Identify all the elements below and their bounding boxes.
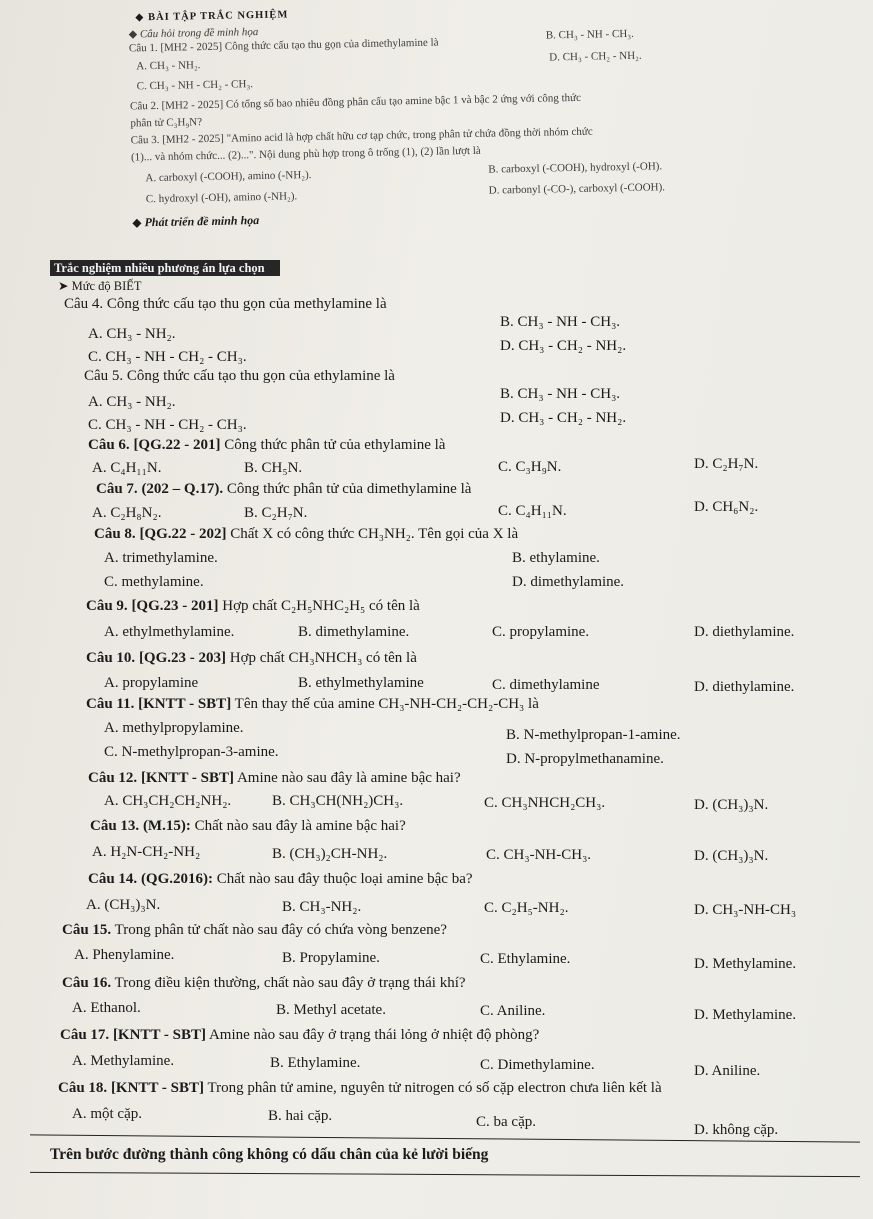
q6-option-b[interactable]: B. CH₅N.	[244, 460, 303, 476]
q17-ref: [KNTT - SBT]	[112, 1027, 207, 1043]
q7-label: Câu 7.	[96, 481, 138, 497]
q15-option-d[interactable]: D. Methylamine.	[694, 956, 797, 972]
q1-option-c: C. CH₃ - NH - CH₂ - CH₃.	[136, 78, 254, 93]
q17-option-a[interactable]: A. Methylamine.	[72, 1053, 175, 1069]
q7-option-c[interactable]: C. C₄H₁₁N.	[498, 503, 567, 519]
q13-stem-line	[90, 818, 406, 835]
q15-option-a[interactable]: A. Phenylamine.	[74, 947, 175, 963]
q13-option-c[interactable]: C. CH₃-NH-CH₃.	[486, 847, 592, 863]
section-subtitle: ◆ Câu hỏi trong đề minh họa	[128, 26, 259, 41]
footer-motto: Trên bước đường thành công không có dấu chân của kẻ lười biếng	[50, 1146, 489, 1163]
q10-label: Câu 10.	[86, 650, 136, 666]
q15-option-c[interactable]: C. Ethylamine.	[480, 951, 571, 967]
q17-stem-line	[60, 1027, 539, 1044]
q10-stem: Hợp chất CH₃NHCH₃ có tên là	[229, 650, 417, 666]
q3-stem-line2: (1)... và nhóm chức... (2)...". Nội dung phù hợp trong ô trống (1), (2) lần lượt là	[130, 144, 481, 164]
q11-option-a[interactable]: A. methylpropylamine.	[104, 720, 244, 736]
q12-option-c[interactable]: C. CH₃NHCH₂CH₃.	[484, 795, 606, 811]
q3-stem: Câu 3. [MH2 - 2025] "Amino acid là hợp chất hữu cơ tạp chức, trong phân tử chứa đồng thời nhóm chức	[130, 125, 593, 147]
q14-option-a[interactable]: A. (CH₃)₃N.	[86, 897, 161, 913]
q9-option-b[interactable]: B. dimethylamine.	[298, 624, 410, 640]
q13-option-d[interactable]: D. (CH₃)₃N.	[694, 848, 769, 864]
q8-option-c[interactable]: C. methylamine.	[104, 574, 204, 590]
worksheet-title: ◆ BÀI TẬP TRẮC NGHIỆM	[135, 9, 289, 24]
q5-option-a[interactable]: A. CH₃ - NH₂.	[88, 394, 176, 410]
q10-ref: [QG.23 - 203]	[138, 650, 227, 666]
q18-label: Câu 18.	[58, 1080, 108, 1096]
q15-stem: Trong phân tử chất nào sau đây có chứa vòng benzene?	[114, 922, 447, 938]
q18-option-c[interactable]: C. ba cặp.	[476, 1114, 536, 1130]
q9-ref: [QG.23 - 201]	[131, 598, 219, 614]
q2-stem-line2: phân tử C₃H₉N?	[130, 116, 203, 130]
q9-stem-line	[86, 598, 420, 615]
q4-option-a[interactable]: A. CH₃ - NH₂.	[88, 326, 176, 342]
q11-label: Câu 11.	[86, 696, 135, 712]
q16-option-c[interactable]: C. Aniline.	[480, 1003, 546, 1019]
q7-option-b[interactable]: B. C₂H₇N.	[244, 505, 308, 521]
q12-option-d[interactable]: D. (CH₃)₃N.	[694, 797, 769, 813]
q5-stem: Câu 5. Công thức cấu tạo thu gọn của ethylamine là	[84, 368, 395, 384]
q13-option-a[interactable]: A. H₂N-CH₂-NH₂	[92, 844, 201, 860]
section-banner: Trắc nghiệm nhiều phương án lựa chọn	[50, 260, 280, 276]
q11-option-c[interactable]: C. N-methylpropan-3-amine.	[104, 744, 279, 760]
q16-label: Câu 16.	[62, 975, 112, 991]
q14-ref: (QG.2016):	[140, 871, 214, 887]
q12-option-b[interactable]: B. CH₃CH(NH₂)CH₃.	[272, 793, 404, 809]
q12-label: Câu 12.	[88, 770, 138, 786]
q18-option-b[interactable]: B. hai cặp.	[268, 1108, 333, 1124]
q17-option-c[interactable]: C. Dimethylamine.	[480, 1057, 595, 1073]
q7-option-a[interactable]: A. C₂H₈N₂.	[92, 505, 162, 521]
q16-stem-line	[62, 975, 466, 992]
q15-option-b[interactable]: B. Propylamine.	[282, 950, 380, 966]
q6-ref: [QG.22 - 201]	[133, 437, 221, 453]
q10-option-a[interactable]: A. propylamine	[104, 675, 199, 691]
q14-label: Câu 14.	[88, 871, 138, 887]
q2-stem: Câu 2. [MH2 - 2025] Có tổng số bao nhiêu đồng phân cấu tạo amine bậc 1 và bậc 2 ứng với công thức	[129, 91, 582, 113]
q11-stem: Tên thay thế của amine CH₃-NH-CH₂-CH₂-CH₃ là	[234, 696, 539, 712]
q18-ref: [KNTT - SBT]	[110, 1080, 205, 1096]
q3-option-b: B. carboxyl (-COOH), hydroxyl (-OH).	[488, 160, 663, 176]
q14-option-b[interactable]: B. CH₃-NH₂.	[282, 899, 362, 915]
q10-option-c[interactable]: C. dimethylamine	[492, 677, 600, 693]
faint-header-block	[0, 0, 873, 240]
q8-option-d[interactable]: D. dimethylamine.	[512, 574, 625, 590]
q1-option-d: D. CH₃ - CH₂ - NH₂.	[549, 49, 642, 64]
q10-option-b[interactable]: B. ethylmethylamine	[298, 675, 424, 691]
q8-stem-line	[94, 526, 518, 543]
q5-option-b[interactable]: B. CH₃ - NH - CH₃.	[500, 386, 621, 402]
q9-option-a[interactable]: A. ethylmethylamine.	[104, 624, 235, 640]
q7-stem: Công thức phân tử của dimethylamine là	[226, 481, 472, 497]
q18-stem-line	[58, 1080, 662, 1097]
q16-stem: Trong điều kiện thường, chất nào sau đây ở trạng thái khí?	[114, 975, 466, 991]
q15-label: Câu 15.	[62, 922, 112, 938]
q13-label: Câu 13.	[90, 818, 140, 834]
q7-ref: (202 – Q.17).	[141, 481, 224, 497]
q1-stem: Câu 1. [MH2 - 2025] Công thức cấu tạo thu gọn của dimethylamine là	[128, 36, 439, 55]
q5-option-d[interactable]: D. CH₃ - CH₂ - NH₂.	[500, 410, 627, 426]
q12-ref: [KNTT - SBT]	[140, 770, 235, 786]
q3-option-c: C. hydroxyl (-OH), amino (-NH₂).	[145, 190, 298, 206]
q18-stem: Trong phân tử amine, nguyên tử nitrogen có số cặp electron chưa liên kết là	[207, 1080, 662, 1096]
q4-option-c[interactable]: C. CH₃ - NH - CH₂ - CH₃.	[88, 349, 247, 365]
q17-option-d[interactable]: D. Aniline.	[694, 1063, 761, 1079]
q14-option-d[interactable]: D. CH₃-NH-CH₃	[694, 902, 797, 918]
q3-option-d: D. carbonyl (-CO-), carboxyl (-COOH).	[488, 181, 666, 197]
q11-option-b[interactable]: B. N-methylpropan-1-amine.	[506, 727, 681, 743]
q14-option-c[interactable]: C. C₂H₅-NH₂.	[484, 900, 569, 916]
q12-stem: Amine nào sau đây là amine bậc hai?	[236, 770, 461, 786]
q11-stem-line	[86, 696, 539, 713]
q3-option-a: A. carboxyl (-COOH), amino (-NH₂).	[145, 169, 312, 185]
q9-label: Câu 9.	[86, 598, 128, 614]
q9-option-c[interactable]: C. propylamine.	[492, 624, 590, 640]
q8-ref: [QG.22 - 202]	[139, 526, 227, 542]
q17-stem: Amine nào sau đây ở trạng thái lỏng ở nhiệt độ phòng?	[208, 1027, 540, 1043]
footer-rule-bottom	[30, 1172, 860, 1177]
q10-option-d[interactable]: D. diethylamine.	[694, 679, 795, 695]
q8-option-b[interactable]: B. ethylamine.	[512, 550, 600, 566]
q13-stem: Chất nào sau đây là amine bậc hai?	[194, 818, 406, 834]
q4-stem: Câu 4. Công thức cấu tạo thu gọn của methylamine là	[64, 296, 387, 312]
q14-stem-line	[88, 871, 473, 888]
q1-option-a: A. CH₃ - NH₂.	[136, 59, 201, 73]
q6-stem-line	[88, 437, 445, 454]
q5-option-c[interactable]: C. CH₃ - NH - CH₂ - CH₃.	[88, 417, 247, 433]
q11-option-d[interactable]: D. N-propylmethanamine.	[506, 751, 664, 767]
q11-ref: [KNTT - SBT]	[138, 696, 232, 712]
q6-option-c[interactable]: C. C₃H₉N.	[498, 459, 562, 475]
q7-stem-line	[96, 481, 471, 498]
q9-stem: Hợp chất C₂H₅NHC₂H₅ có tên là	[222, 598, 420, 614]
q18-option-d[interactable]: D. không cặp.	[694, 1122, 779, 1138]
q12-stem-line	[88, 770, 461, 787]
q6-option-d[interactable]: D. C₂H₇N.	[694, 456, 759, 472]
q13-option-b[interactable]: B. (CH₃)₂CH-NH₂.	[272, 846, 388, 862]
q17-option-b[interactable]: B. Ethylamine.	[270, 1055, 361, 1071]
q16-option-d[interactable]: D. Methylamine.	[694, 1007, 797, 1023]
q7-option-d[interactable]: D. CH₆N₂.	[694, 499, 759, 515]
q8-label: Câu 8.	[94, 526, 136, 542]
q6-label: Câu 6.	[88, 437, 130, 453]
q9-option-d[interactable]: D. diethylamine.	[694, 624, 795, 640]
q8-option-a[interactable]: A. trimethylamine.	[104, 550, 218, 566]
q10-stem-line	[86, 650, 417, 667]
q17-label: Câu 17.	[60, 1027, 110, 1043]
q1-option-b: B. CH₃ - NH - CH₃.	[545, 27, 634, 42]
q16-option-a[interactable]: A. Ethanol.	[72, 1000, 141, 1016]
q6-option-a[interactable]: A. C₄H₁₁N.	[92, 460, 162, 476]
q15-stem-line	[62, 922, 447, 939]
q6-stem: Công thức phân tử của ethylamine là	[224, 437, 446, 453]
level-heading: ➤ Mức độ BIẾT	[58, 279, 142, 293]
develop-heading: ◆ Phát triển đề minh họa	[132, 213, 260, 230]
q4-option-b[interactable]: B. CH₃ - NH - CH₃.	[500, 314, 621, 330]
q14-stem: Chất nào sau đây thuộc loại amine bậc ba?	[216, 871, 473, 887]
q13-ref: (M.15):	[142, 818, 191, 834]
q8-stem: Chất X có công thức CH₃NH₂. Tên gọi của X là	[230, 526, 519, 542]
q16-option-b[interactable]: B. Methyl acetate.	[276, 1002, 386, 1018]
q4-option-d[interactable]: D. CH₃ - CH₂ - NH₂.	[500, 338, 627, 354]
q18-option-a[interactable]: A. một cặp.	[72, 1106, 142, 1122]
q12-option-a[interactable]: A. CH₃CH₂CH₂NH₂.	[104, 793, 232, 809]
